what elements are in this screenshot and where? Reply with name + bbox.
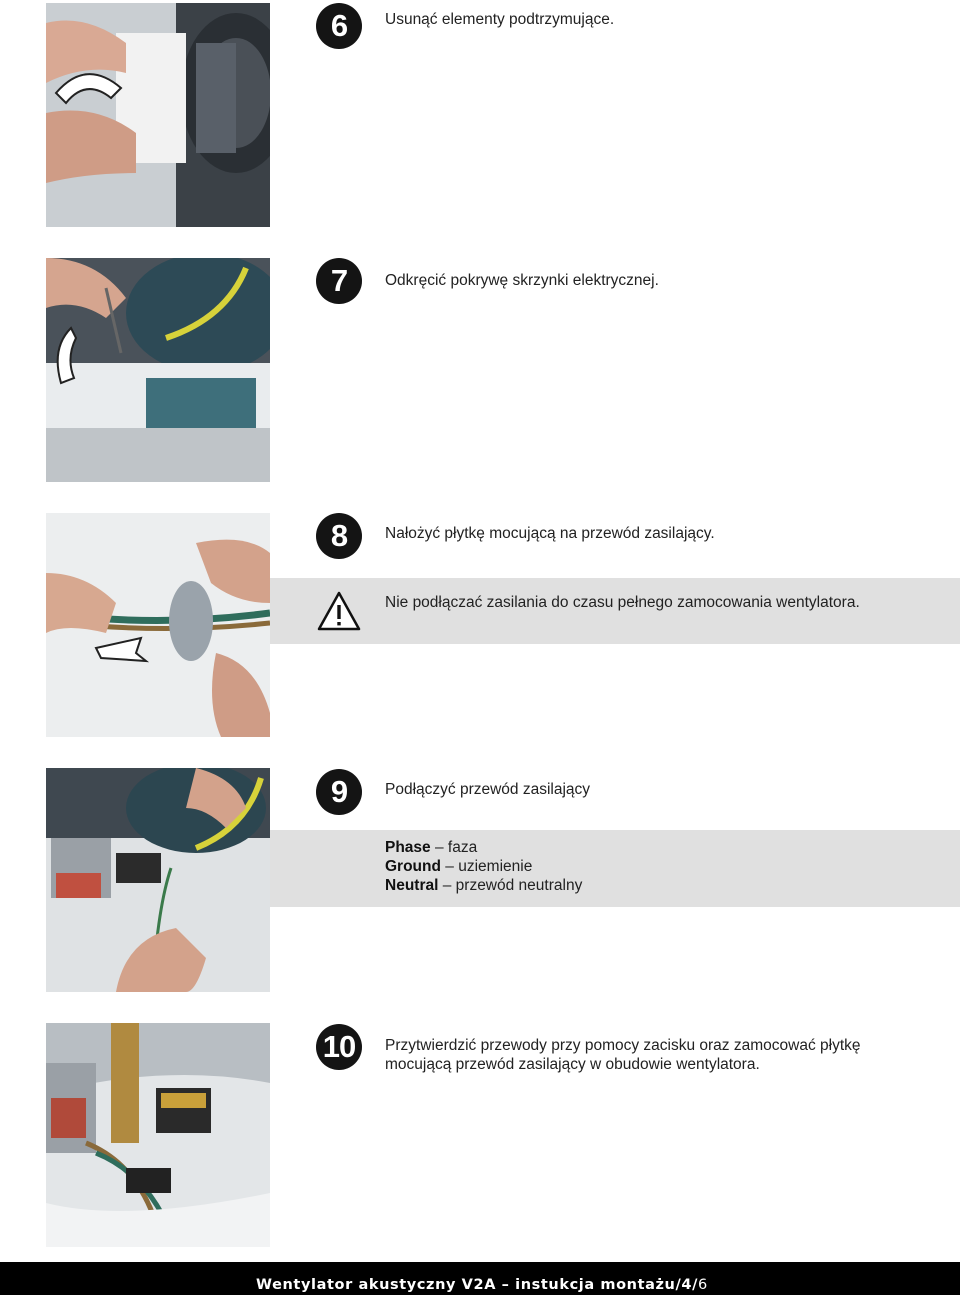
wiring-dash: – <box>442 877 452 894</box>
step-6-photo <box>46 3 270 227</box>
footer-separator: / <box>692 1277 698 1293</box>
wiring-list <box>385 838 925 895</box>
footer-title: Wentylator akustyczny V2A – instukcja montażu/ <box>256 1277 682 1293</box>
step-8-photo <box>46 513 270 737</box>
step-6-text: Usunąć elementy podtrzymujące. <box>385 11 615 28</box>
step-7-text: Odkręcić pokrywę skrzynki elektrycznej. <box>385 272 659 289</box>
step-10-text: Przytwierdzić przewody przy pomocy zacisku oraz zamocować płytkę mocującą przewód zasilający w obudowie wentylatora. <box>385 1037 861 1073</box>
wiring-term: Neutral <box>385 877 439 894</box>
footer-total: 6 <box>697 1277 708 1293</box>
wiring-dash: – <box>445 858 454 875</box>
step-8-badge: 8 <box>316 513 362 559</box>
step-10-badge: 10 <box>316 1024 362 1070</box>
step-9-text: Podłączyć przewód zasilający <box>385 781 591 798</box>
wiring-desc: uziemienie <box>458 858 533 875</box>
wiring-neutral <box>385 876 925 895</box>
wiring-phase <box>385 838 925 857</box>
step-9-photo <box>46 768 270 992</box>
footer-text <box>256 1277 708 1293</box>
step-7-badge: 7 <box>316 258 362 304</box>
wiring-term: Ground <box>385 858 441 875</box>
wiring-desc: przewód neutralny <box>455 877 583 894</box>
warning-triangle-icon <box>316 590 362 632</box>
wiring-ground <box>385 857 925 876</box>
step-7-photo <box>46 258 270 482</box>
footer-page: 4 <box>681 1277 693 1293</box>
warning-text: Nie podłączać zasilania do czasu pełnego zamocowania wentylatora. <box>385 594 860 611</box>
step-9-badge: 9 <box>316 769 362 815</box>
step-8-text: Nałożyć płytkę mocującą na przewód zasilający. <box>385 525 715 542</box>
step-6-badge: 6 <box>316 3 362 49</box>
wiring-term: Phase <box>385 839 431 856</box>
wiring-dash: – <box>434 839 444 856</box>
wiring-desc: faza <box>447 839 478 856</box>
step-10-photo <box>46 1023 270 1247</box>
